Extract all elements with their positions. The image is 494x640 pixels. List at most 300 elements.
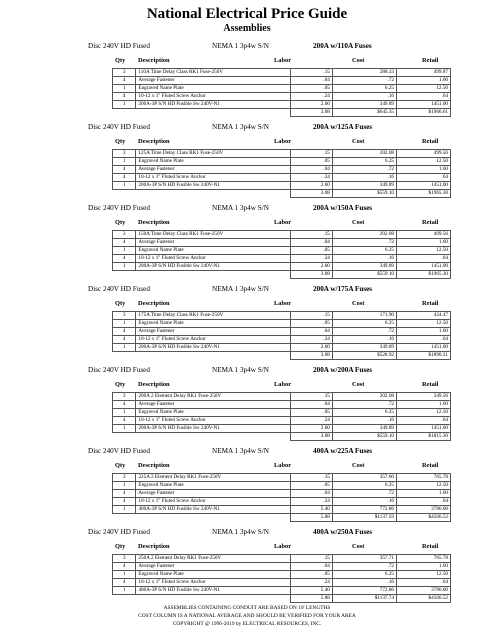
- cell-retail: .64: [397, 498, 451, 506]
- cell-qty: 4: [113, 579, 136, 587]
- blank-cell: [113, 433, 136, 441]
- table-row: [113, 344, 451, 352]
- cell-description: 175A Time Delay Class RK1 Fuse-250V: [136, 312, 291, 320]
- column-header-cost: Cost: [352, 219, 365, 226]
- total-row: [113, 190, 451, 198]
- cell-qty: 3: [113, 555, 136, 563]
- column-header-retail: Retail: [422, 138, 439, 145]
- cell-labor: .04: [291, 401, 333, 409]
- table-row: [113, 239, 451, 247]
- section-header: [0, 446, 494, 457]
- table-row: [113, 312, 451, 320]
- column-header-labor: Labor: [274, 543, 292, 550]
- table-row: [113, 255, 451, 263]
- cell-labor: .24: [291, 417, 333, 425]
- table-row: [113, 77, 451, 85]
- cell-retail: 765.78: [397, 474, 451, 482]
- cell-description: Engraved Name Plate: [136, 320, 291, 328]
- column-header-labor: Labor: [274, 381, 292, 388]
- cell-retail: 499.56: [397, 150, 451, 158]
- cell-retail: 765.78: [397, 555, 451, 563]
- cell-retail: .64: [397, 336, 451, 344]
- cell-description: Average Fastener: [136, 490, 291, 498]
- cell-labor: 5.40: [291, 587, 333, 595]
- section-enclosure: NEMA 1 3p4w S/N: [212, 42, 269, 50]
- table-row: [113, 409, 451, 417]
- section-enclosure: NEMA 1 3p4w S/N: [212, 528, 269, 536]
- cell-description: 250A 2 Element Delay RK1 Fuse-250V: [136, 555, 291, 563]
- column-header-qty: Qty: [115, 543, 126, 550]
- cell-qty: 1: [113, 247, 136, 255]
- section-enclosure: NEMA 1 3p4w S/N: [212, 285, 269, 293]
- column-header-description: Description: [138, 381, 170, 388]
- section-assembly-type: Disc 240V HD Fused: [88, 123, 150, 131]
- cell-labor: .24: [291, 255, 333, 263]
- total-row: [113, 109, 451, 117]
- cell-qty: 4: [113, 77, 136, 85]
- column-header-qty: Qty: [115, 219, 126, 226]
- cell-retail: .64: [397, 417, 451, 425]
- cell-cost: 6.25: [332, 85, 396, 93]
- cell-cost: 349.89: [332, 263, 396, 271]
- cell-qty: 4: [113, 255, 136, 263]
- cell-retail: .64: [397, 93, 451, 101]
- cell-qty: 4: [113, 336, 136, 344]
- cell-cost: 6.25: [332, 247, 396, 255]
- cell-retail: 12.50: [397, 85, 451, 93]
- cell-qty: 3: [113, 69, 136, 77]
- cell-labor: 2.60: [291, 263, 333, 271]
- cell-qty: 1: [113, 158, 136, 166]
- cell-description: 10-12 x 1" Fluted Screw Anchor: [136, 174, 291, 182]
- table-row: [113, 182, 451, 190]
- total-cost: $1137.74: [332, 595, 396, 603]
- column-header-description: Description: [138, 219, 170, 226]
- table-row: [113, 474, 451, 482]
- column-headers: [0, 461, 494, 471]
- total-row: [113, 433, 451, 441]
- column-header-retail: Retail: [422, 219, 439, 226]
- total-cost: $559.10: [332, 190, 396, 198]
- total-row: [113, 352, 451, 360]
- cell-labor: .24: [291, 498, 333, 506]
- cell-qty: 1: [113, 101, 136, 109]
- cell-retail: .64: [397, 255, 451, 263]
- blank-cell: [136, 190, 291, 198]
- cell-description: Engraved Name Plate: [136, 482, 291, 490]
- section-assembly-type: Disc 240V HD Fused: [88, 204, 150, 212]
- cell-qty: 1: [113, 587, 136, 595]
- cell-labor: .05: [291, 571, 333, 579]
- blank-cell: [113, 109, 136, 117]
- cell-retail: .64: [397, 579, 451, 587]
- blank-cell: [136, 514, 291, 522]
- cell-description: Engraved Name Plate: [136, 85, 291, 93]
- column-header-labor: Labor: [274, 300, 292, 307]
- assembly-table: [112, 149, 451, 198]
- assembly-table: [112, 473, 451, 522]
- total-retail: $1815.30: [397, 433, 451, 441]
- assembly-table: [112, 392, 451, 441]
- column-header-cost: Cost: [352, 543, 365, 550]
- cell-cost: .72: [332, 166, 396, 174]
- column-header-description: Description: [138, 57, 170, 64]
- cell-cost: 349.89: [332, 425, 396, 433]
- column-header-retail: Retail: [422, 57, 439, 64]
- cell-retail: 1.60: [397, 490, 451, 498]
- table-row: [113, 166, 451, 174]
- cell-retail: 1451.00: [397, 344, 451, 352]
- column-header-qty: Qty: [115, 462, 126, 469]
- total-retail: $1965.30: [397, 271, 451, 279]
- table-row: [113, 69, 451, 77]
- cell-cost: .72: [332, 563, 396, 571]
- column-header-qty: Qty: [115, 57, 126, 64]
- column-header-cost: Cost: [352, 57, 365, 64]
- cell-description: 150A Time Delay Class RK1 Fuse-250V: [136, 231, 291, 239]
- cell-retail: 1451.00: [397, 425, 451, 433]
- blank-cell: [136, 352, 291, 360]
- cell-qty: 1: [113, 263, 136, 271]
- cell-labor: .15: [291, 69, 333, 77]
- cell-description: Engraved Name Plate: [136, 571, 291, 579]
- total-labor: 5.88: [291, 595, 333, 603]
- table-row: [113, 490, 451, 498]
- column-header-retail: Retail: [422, 381, 439, 388]
- table-row: [113, 425, 451, 433]
- table-row: [113, 393, 451, 401]
- section-rating: 200A w/150A Fuses: [313, 204, 373, 212]
- cell-description: 10-12 x 1" Fluted Screw Anchor: [136, 417, 291, 425]
- column-header-labor: Labor: [274, 57, 292, 64]
- cell-description: 200A-3P S/N HD Fusible Sw 240V-N1: [136, 182, 291, 190]
- cell-retail: 3786.00: [397, 587, 451, 595]
- total-cost: $645.35: [332, 109, 396, 117]
- table-row: [113, 93, 451, 101]
- cell-cost: .72: [332, 490, 396, 498]
- total-retail: $1965.30: [397, 190, 451, 198]
- section-assembly-type: Disc 240V HD Fused: [88, 528, 150, 536]
- table-row: [113, 563, 451, 571]
- section-rating: 200A w/175A Fuses: [313, 285, 373, 293]
- cell-retail: 1.60: [397, 166, 451, 174]
- cell-description: Average Fastener: [136, 239, 291, 247]
- section-enclosure: NEMA 1 3p4w S/N: [212, 123, 269, 131]
- cell-qty: 1: [113, 409, 136, 417]
- column-header-description: Description: [138, 462, 170, 469]
- cell-cost: .16: [332, 417, 396, 425]
- cell-qty: 1: [113, 85, 136, 93]
- cell-description: 225A 2 Element Delay RK1 Fuse-250V: [136, 474, 291, 482]
- cell-labor: .24: [291, 336, 333, 344]
- section-rating: 400A w/225A Fuses: [313, 447, 373, 455]
- total-row: [113, 595, 451, 603]
- column-headers: [0, 380, 494, 390]
- cell-retail: 1451.00: [397, 182, 451, 190]
- cell-retail: .64: [397, 174, 451, 182]
- cell-qty: 1: [113, 320, 136, 328]
- cell-labor: .15: [291, 312, 333, 320]
- blank-cell: [136, 109, 291, 117]
- column-header-qty: Qty: [115, 138, 126, 145]
- cell-qty: 4: [113, 174, 136, 182]
- cell-cost: 772.86: [332, 587, 396, 595]
- cell-retail: 1451.00: [397, 263, 451, 271]
- section-enclosure: NEMA 1 3p4w S/N: [212, 447, 269, 455]
- cell-cost: 171.90: [332, 312, 396, 320]
- column-headers: [0, 137, 494, 147]
- cell-description: Average Fastener: [136, 77, 291, 85]
- cell-description: Average Fastener: [136, 563, 291, 571]
- cell-qty: 1: [113, 506, 136, 514]
- cell-cost: .16: [332, 93, 396, 101]
- column-header-retail: Retail: [422, 300, 439, 307]
- cell-retail: 12.50: [397, 320, 451, 328]
- footer-note-cost: COST COLUMN IS A NATIONAL AVERAGE AND SHOULD BE VERIFIED FOR YOUR AREA: [138, 613, 356, 619]
- cell-qty: 1: [113, 182, 136, 190]
- cell-labor: .05: [291, 247, 333, 255]
- column-headers: [0, 218, 494, 228]
- cell-labor: .05: [291, 409, 333, 417]
- cell-description: 10-12 x 1" Fluted Screw Anchor: [136, 579, 291, 587]
- cell-cost: .16: [332, 336, 396, 344]
- total-labor: 3.08: [291, 190, 333, 198]
- cell-labor: .24: [291, 579, 333, 587]
- cell-description: 200A-3P S/N HD Fusible Sw 240V-N1: [136, 263, 291, 271]
- table-row: [113, 482, 451, 490]
- total-row: [113, 514, 451, 522]
- cell-description: Engraved Name Plate: [136, 158, 291, 166]
- cell-retail: 499.56: [397, 231, 451, 239]
- cell-labor: .04: [291, 77, 333, 85]
- cell-qty: 3: [113, 312, 136, 320]
- cell-qty: 4: [113, 498, 136, 506]
- blank-cell: [136, 595, 291, 603]
- cell-description: 10-12 x 1" Fluted Screw Anchor: [136, 336, 291, 344]
- cell-description: 200A-3P S/N HD Fusible Sw 240V-N1: [136, 344, 291, 352]
- section-header: [0, 203, 494, 214]
- cell-qty: 3: [113, 393, 136, 401]
- cell-description: 400A-3P S/N HD Fusible Sw 240V-N1: [136, 506, 291, 514]
- section-assembly-type: Disc 240V HD Fused: [88, 285, 150, 293]
- cell-qty: 1: [113, 425, 136, 433]
- cell-cost: 357.60: [332, 474, 396, 482]
- total-labor: 3.08: [291, 271, 333, 279]
- cell-qty: 4: [113, 166, 136, 174]
- cell-description: 10-12 x 1" Fluted Screw Anchor: [136, 255, 291, 263]
- cell-cost: 202.08: [332, 150, 396, 158]
- cell-labor: 5.40: [291, 506, 333, 514]
- table-row: [113, 555, 451, 563]
- cell-retail: 349.56: [397, 393, 451, 401]
- cell-labor: 2.60: [291, 344, 333, 352]
- column-headers: [0, 542, 494, 552]
- section-header: [0, 122, 494, 133]
- total-cost: $1137.59: [332, 514, 396, 522]
- table-row: [113, 158, 451, 166]
- cell-retail: 12.50: [397, 482, 451, 490]
- cell-cost: 772.86: [332, 506, 396, 514]
- cell-qty: 4: [113, 490, 136, 498]
- table-row: [113, 263, 451, 271]
- footer-copyright: COPYRIGHT @ 1996-2019 by ELECTRICAL RESOURCES, INC.: [172, 621, 322, 627]
- cell-description: Average Fastener: [136, 401, 291, 409]
- cell-retail: 1.60: [397, 77, 451, 85]
- total-retail: $1890.21: [397, 352, 451, 360]
- cell-labor: .15: [291, 393, 333, 401]
- section-assembly-type: Disc 240V HD Fused: [88, 42, 150, 50]
- cell-cost: 349.89: [332, 344, 396, 352]
- cell-retail: 12.50: [397, 158, 451, 166]
- cell-cost: .72: [332, 328, 396, 336]
- cell-labor: 2.60: [291, 182, 333, 190]
- table-row: [113, 498, 451, 506]
- cell-qty: 4: [113, 401, 136, 409]
- cell-qty: 4: [113, 563, 136, 571]
- column-header-description: Description: [138, 300, 170, 307]
- blank-cell: [113, 514, 136, 522]
- cell-description: 200A-3P S/N HD Fusible Sw 240V-N1: [136, 425, 291, 433]
- cell-description: Engraved Name Plate: [136, 409, 291, 417]
- cell-retail: 424.47: [397, 312, 451, 320]
- cell-cost: .16: [332, 174, 396, 182]
- section-header: [0, 41, 494, 52]
- total-labor: 3.08: [291, 109, 333, 117]
- cell-qty: 4: [113, 93, 136, 101]
- table-row: [113, 231, 451, 239]
- total-retail: $4566.52: [397, 514, 451, 522]
- cell-labor: 2.60: [291, 101, 333, 109]
- column-header-qty: Qty: [115, 300, 126, 307]
- cell-cost: 6.25: [332, 409, 396, 417]
- blank-cell: [113, 352, 136, 360]
- cell-cost: 349.89: [332, 101, 396, 109]
- cell-labor: .05: [291, 85, 333, 93]
- cell-cost: 6.25: [332, 158, 396, 166]
- cell-retail: 12.50: [397, 247, 451, 255]
- cell-qty: 4: [113, 417, 136, 425]
- total-cost: $528.92: [332, 352, 396, 360]
- cell-retail: 12.50: [397, 409, 451, 417]
- section-header: [0, 527, 494, 538]
- table-row: [113, 336, 451, 344]
- blank-cell: [113, 595, 136, 603]
- cell-cost: 6.25: [332, 482, 396, 490]
- cell-description: 10-12 x 1" Fluted Screw Anchor: [136, 93, 291, 101]
- column-header-labor: Labor: [274, 219, 292, 226]
- cell-labor: .05: [291, 158, 333, 166]
- table-row: [113, 417, 451, 425]
- cell-cost: .16: [332, 255, 396, 263]
- cell-cost: 6.25: [332, 320, 396, 328]
- section-rating: 200A w/125A Fuses: [313, 123, 373, 131]
- table-row: [113, 587, 451, 595]
- cell-description: 10-12 x 1" Fluted Screw Anchor: [136, 498, 291, 506]
- cell-cost: .16: [332, 498, 396, 506]
- cell-labor: .04: [291, 563, 333, 571]
- table-row: [113, 571, 451, 579]
- section-header: [0, 284, 494, 295]
- cell-retail: 499.87: [397, 69, 451, 77]
- cell-labor: .05: [291, 320, 333, 328]
- cell-labor: .15: [291, 474, 333, 482]
- cell-qty: 1: [113, 344, 136, 352]
- cell-qty: 1: [113, 482, 136, 490]
- blank-cell: [136, 271, 291, 279]
- cell-qty: 3: [113, 231, 136, 239]
- cell-cost: 349.89: [332, 182, 396, 190]
- cell-retail: 1.60: [397, 328, 451, 336]
- cell-description: 110A Time Delay Class RK1 Fuse-250V: [136, 69, 291, 77]
- column-header-retail: Retail: [422, 543, 439, 550]
- total-labor: 3.08: [291, 352, 333, 360]
- cell-retail: 1451.00: [397, 101, 451, 109]
- cell-labor: .04: [291, 328, 333, 336]
- total-retail: $1966.61: [397, 109, 451, 117]
- cell-cost: 288.33: [332, 69, 396, 77]
- table-row: [113, 150, 451, 158]
- column-header-labor: Labor: [274, 138, 292, 145]
- cell-cost: .72: [332, 239, 396, 247]
- cell-retail: 1.60: [397, 239, 451, 247]
- column-header-qty: Qty: [115, 381, 126, 388]
- table-row: [113, 174, 451, 182]
- cell-cost: 357.71: [332, 555, 396, 563]
- cell-retail: 12.50: [397, 571, 451, 579]
- table-row: [113, 85, 451, 93]
- section-header: [0, 365, 494, 376]
- total-cost: $559.10: [332, 433, 396, 441]
- cell-cost: 202.08: [332, 231, 396, 239]
- cell-description: Engraved Name Plate: [136, 247, 291, 255]
- column-header-retail: Retail: [422, 462, 439, 469]
- cell-labor: .15: [291, 231, 333, 239]
- table-row: [113, 247, 451, 255]
- cell-description: 400A-3P S/N HD Fusible Sw 240V-N1: [136, 587, 291, 595]
- column-header-cost: Cost: [352, 300, 365, 307]
- section-enclosure: NEMA 1 3p4w S/N: [212, 366, 269, 374]
- cell-labor: .24: [291, 174, 333, 182]
- blank-cell: [113, 190, 136, 198]
- total-retail: $4566.52: [397, 595, 451, 603]
- cell-retail: 3786.00: [397, 506, 451, 514]
- footer-note-conduit: ASSEMBLIES CONTAINING CONDUIT ARE BASED ON 10' LENGTHS: [163, 605, 331, 611]
- cell-labor: .04: [291, 490, 333, 498]
- section-assembly-type: Disc 240V HD Fused: [88, 447, 150, 455]
- cell-labor: .05: [291, 482, 333, 490]
- assembly-table: [112, 311, 451, 360]
- assembly-table: [112, 554, 451, 603]
- cell-labor: .15: [291, 150, 333, 158]
- table-row: [113, 101, 451, 109]
- column-headers: [0, 299, 494, 309]
- cell-labor: .15: [291, 555, 333, 563]
- cell-qty: 4: [113, 328, 136, 336]
- cell-qty: 4: [113, 239, 136, 247]
- cell-description: 200A-3P S/N HD Fusible Sw 240V-N1: [136, 101, 291, 109]
- cell-description: 200A 2 Element Delay RK1 Fuse-250V: [136, 393, 291, 401]
- total-cost: $559.10: [332, 271, 396, 279]
- page-subtitle: Assemblies: [223, 23, 271, 34]
- cell-description: 125A Time Delay Class RK1 Fuse-250V: [136, 150, 291, 158]
- cell-labor: .24: [291, 93, 333, 101]
- cell-qty: 3: [113, 150, 136, 158]
- cell-cost: 202.08: [332, 393, 396, 401]
- cell-labor: .04: [291, 239, 333, 247]
- table-row: [113, 320, 451, 328]
- table-row: [113, 579, 451, 587]
- cell-retail: 1.60: [397, 401, 451, 409]
